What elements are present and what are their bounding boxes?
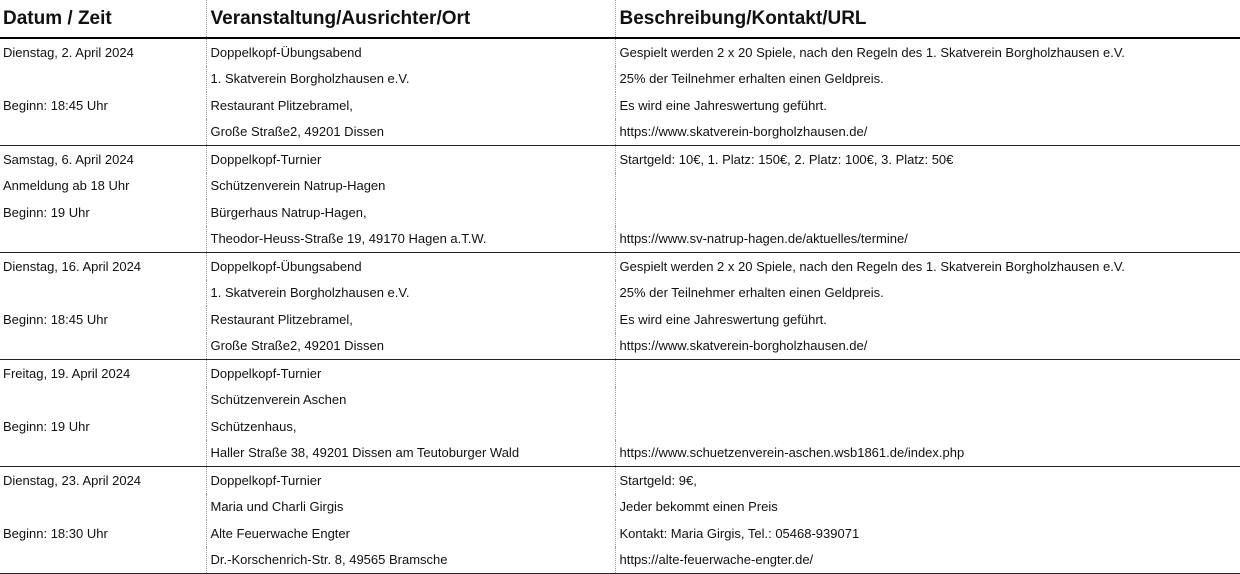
cell-veranstaltung[interactable]: Schützenverein Natrup-Hagen	[206, 173, 615, 200]
cell-beschreibung[interactable]	[615, 360, 1240, 387]
column-header-veranstaltung[interactable]: Veranstaltung/Ausrichter/Ort	[206, 0, 615, 38]
cell-veranstaltung[interactable]: Große Straße2, 49201 Dissen	[206, 333, 615, 360]
column-header-datum-zeit[interactable]: Datum / Zeit	[0, 0, 206, 38]
cell-datum-zeit[interactable]: Beginn: 19 Uhr	[0, 199, 206, 226]
cell-beschreibung[interactable]: Startgeld: 9€,	[619, 472, 697, 488]
table-row	[0, 280, 1240, 307]
cell-datum-zeit[interactable]	[0, 440, 206, 467]
cell-datum-zeit[interactable]	[0, 280, 206, 307]
cell-datum-zeit[interactable]: Dienstag, 2. April 2024	[0, 38, 206, 66]
cell-beschreibung[interactable]	[615, 413, 1240, 440]
cell-beschreibung[interactable]: https://alte-feuerwache-engter.de/	[615, 547, 1240, 574]
cell-beschreibung[interactable]: Es wird eine Jahreswertung geführt.	[619, 311, 827, 327]
cell-datum-zeit[interactable]	[0, 547, 206, 574]
cell-veranstaltung[interactable]: Schützenverein Aschen	[206, 387, 615, 414]
cell-beschreibung[interactable]	[615, 387, 1240, 414]
cell-datum-zeit[interactable]: Freitag, 19. April 2024	[0, 360, 206, 387]
table-body	[0, 38, 1240, 574]
cell-datum-zeit[interactable]: Beginn: 18:30 Uhr	[0, 520, 206, 547]
cell-beschreibung[interactable]: https://www.sv-natrup-hagen.de/aktuelles/termine/	[615, 226, 1240, 253]
column-header-beschreibung[interactable]: Beschreibung/Kontakt/URL	[615, 0, 1240, 38]
cell-veranstaltung[interactable]: Maria und Charli Girgis	[206, 494, 615, 521]
cell-datum-zeit[interactable]	[0, 66, 206, 93]
table-row	[0, 547, 1240, 574]
cell-datum-zeit[interactable]: Beginn: 19 Uhr	[0, 413, 206, 440]
cell-beschreibung[interactable]: Jeder bekommt einen Preis	[619, 499, 778, 515]
cell-veranstaltung[interactable]: Restaurant Plitzebramel,	[206, 306, 615, 333]
table-row	[0, 173, 1240, 200]
cell-veranstaltung[interactable]: Große Straße2, 49201 Dissen	[206, 119, 615, 146]
table-row	[0, 333, 1240, 360]
cell-datum-zeit[interactable]: Anmeldung ab 18 Uhr	[0, 173, 206, 200]
cell-veranstaltung[interactable]: Alte Feuerwache Engter	[206, 520, 615, 547]
cell-beschreibung[interactable]: Es wird eine Jahreswertung geführt.	[619, 97, 827, 113]
table-row	[0, 92, 1240, 119]
table-row	[0, 199, 1240, 226]
cell-beschreibung[interactable]: Startgeld: 10€, 1. Platz: 150€, 2. Platz: 100€, 3. Platz: 50€	[619, 151, 954, 167]
cell-veranstaltung[interactable]: Dr.-Korschenrich-Str. 8, 49565 Bramsche	[206, 547, 615, 574]
cell-veranstaltung[interactable]: Schützenhaus,	[206, 413, 615, 440]
table-header	[0, 0, 1240, 38]
cell-beschreibung[interactable]: https://www.skatverein-borgholzhausen.de/	[615, 333, 1240, 360]
table-row	[0, 440, 1240, 467]
table-row	[0, 253, 1240, 280]
cell-veranstaltung[interactable]: Restaurant Plitzebramel,	[206, 92, 615, 119]
cell-veranstaltung[interactable]: Doppelkopf-Turnier	[206, 360, 615, 387]
cell-beschreibung[interactable]: 25% der Teilnehmer erhalten einen Geldpreis.	[619, 285, 884, 301]
cell-veranstaltung[interactable]: Theodor-Heuss-Straße 19, 49170 Hagen a.T.W.	[206, 226, 615, 253]
cell-beschreibung[interactable]: https://www.schuetzenverein-aschen.wsb1861.de/index.php	[615, 440, 1240, 467]
cell-veranstaltung[interactable]: Haller Straße 38, 49201 Dissen am Teutoburger Wald	[206, 440, 615, 467]
table-row	[0, 520, 1240, 547]
cell-datum-zeit[interactable]: Dienstag, 23. April 2024	[0, 467, 206, 494]
table-row	[0, 146, 1240, 173]
cell-datum-zeit[interactable]	[0, 494, 206, 521]
header-row	[0, 0, 1240, 38]
cell-beschreibung[interactable]: Kontakt: Maria Girgis, Tel.: 05468-939071	[619, 525, 860, 541]
cell-veranstaltung[interactable]: Doppelkopf-Turnier	[206, 467, 615, 494]
table-row	[0, 66, 1240, 93]
table-row	[0, 360, 1240, 387]
cell-veranstaltung[interactable]: Doppelkopf-Übungsabend	[206, 253, 615, 280]
cell-datum-zeit[interactable]: Beginn: 18:45 Uhr	[0, 306, 206, 333]
table-row	[0, 38, 1240, 66]
cell-beschreibung[interactable]	[615, 199, 1240, 226]
cell-beschreibung[interactable]: 25% der Teilnehmer erhalten einen Geldpreis.	[619, 71, 884, 87]
table-row	[0, 306, 1240, 333]
cell-datum-zeit[interactable]: Samstag, 6. April 2024	[0, 146, 206, 173]
cell-beschreibung[interactable]	[615, 173, 1240, 200]
cell-beschreibung[interactable]: Gespielt werden 2 x 20 Spiele, nach den Regeln des 1. Skatverein Borgholzhausen e.V.	[619, 44, 1125, 60]
cell-beschreibung[interactable]: Gespielt werden 2 x 20 Spiele, nach den Regeln des 1. Skatverein Borgholzhausen e.V.	[619, 258, 1125, 274]
cell-beschreibung[interactable]: https://www.skatverein-borgholzhausen.de/	[615, 119, 1240, 146]
cell-veranstaltung[interactable]: Doppelkopf-Turnier	[206, 146, 615, 173]
cell-datum-zeit[interactable]: Beginn: 18:45 Uhr	[0, 92, 206, 119]
table-row	[0, 467, 1240, 494]
table-row	[0, 413, 1240, 440]
cell-veranstaltung[interactable]: Bürgerhaus Natrup-Hagen,	[206, 199, 615, 226]
table-row	[0, 226, 1240, 253]
cell-datum-zeit[interactable]	[0, 333, 206, 360]
cell-datum-zeit[interactable]: Dienstag, 16. April 2024	[0, 253, 206, 280]
cell-datum-zeit[interactable]	[0, 119, 206, 146]
table-row	[0, 119, 1240, 146]
cell-veranstaltung[interactable]: 1. Skatverein Borgholzhausen e.V.	[206, 280, 615, 307]
cell-veranstaltung[interactable]: 1. Skatverein Borgholzhausen e.V.	[206, 66, 615, 93]
cell-veranstaltung[interactable]: Doppelkopf-Übungsabend	[206, 38, 615, 66]
cell-datum-zeit[interactable]	[0, 226, 206, 253]
table-row	[0, 494, 1240, 521]
cell-datum-zeit[interactable]	[0, 387, 206, 414]
table-row	[0, 387, 1240, 414]
